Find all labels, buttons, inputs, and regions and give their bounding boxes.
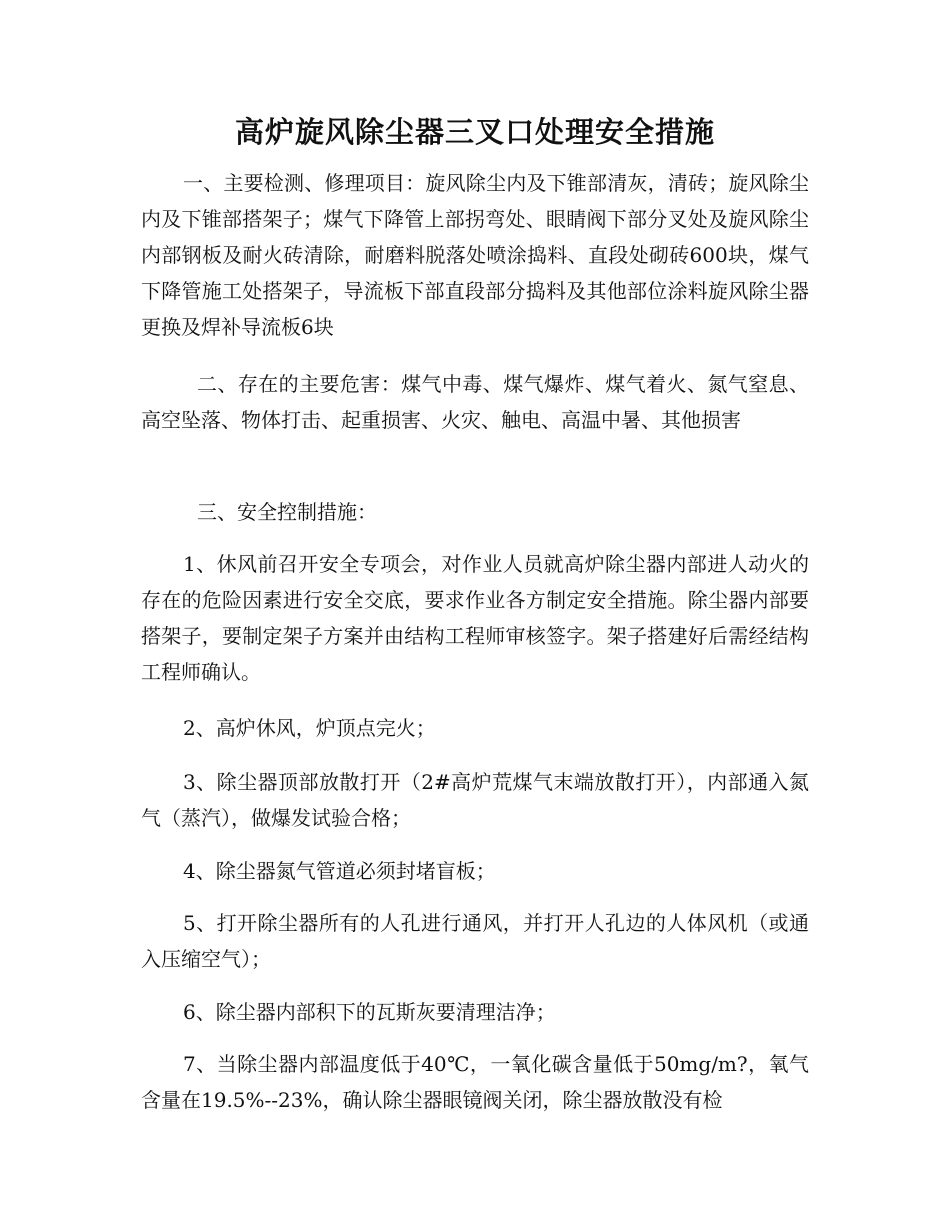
paragraph-measure-1: 1、休风前召开安全专项会，对作业人员就高炉除尘器内部进人动火的存在的危险因素进行安全交底，要求作业各方制定安全措施。除尘器内部要搭架子，要制定架子方案并由结构工程师审核签字。架子搭建好后需经结构工程师确认。: [141, 552, 809, 684]
paragraph-measure-4: 4、除尘器氮气管道必须封堵盲板；: [183, 859, 496, 883]
paragraph-control-measures-heading: 三、安全控制措施：: [197, 500, 377, 524]
paragraph-measure-6: 6、除尘器内部积下的瓦斯灰要清理洁净；: [183, 1000, 556, 1024]
paragraph-measure-3: 3、除尘器顶部放散打开（2#高炉荒煤气末端放散打开），内部通入氮气（蒸汽），做爆发试验合格；: [141, 770, 809, 830]
paragraph-measure-7: 7、当除尘器内部温度低于40℃，一氧化碳含量低于50mg/m?，氧气含量在19.5%--23%，确认除尘器眼镜阀关闭，除尘器放散没有检: [141, 1052, 809, 1112]
document-title: 高炉旋风除尘器三叉口处理安全措施: [234, 115, 715, 149]
paragraph-inspection-items: 一、主要检测、修理项目：旋风除尘内及下锥部清灰，清砖；旋风除尘内及下锥部搭架子；煤气下降管上部拐弯处、眼睛阀下部分叉处及旋风除尘内部钢板及耐火砖清除，耐磨料脱落处喷涂捣料、直段处砌砖600块，煤气下降管施工处搭架子，导流板下部直段部分捣料及其他部位涂料旋风除尘器更换及焊补导流板6块: [141, 171, 809, 339]
paragraph-measure-2: 2、高炉休风，炉顶点完火；: [183, 716, 436, 740]
paragraph-main-hazards: 二、存在的主要危害：煤气中毒、煤气爆炸、煤气着火、氮气窒息、高空坠落、物体打击、起重损害、火灾、触电、高温中暑、其他损害: [141, 372, 809, 432]
paragraph-measure-5: 5、打开除尘器所有的人孔进行通风，并打开人孔边的人体风机（或通入压缩空气）；: [141, 911, 809, 971]
